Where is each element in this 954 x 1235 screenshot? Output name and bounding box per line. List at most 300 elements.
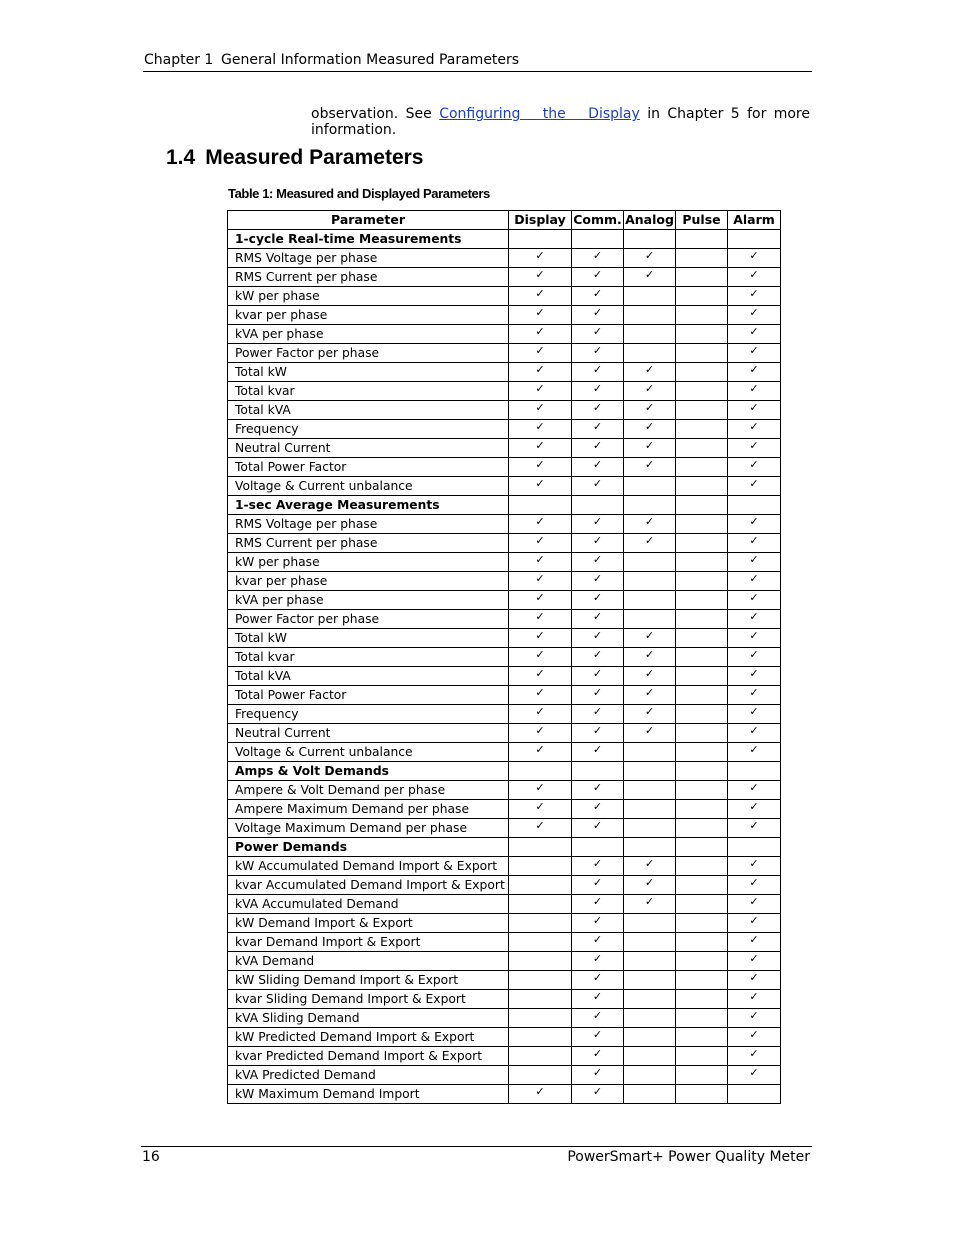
- comm-check-icon: ✓: [572, 781, 624, 800]
- parameter-cell: Neutral Current: [228, 724, 509, 743]
- parameter-cell: Voltage Maximum Demand per phase: [228, 819, 509, 838]
- parameter-cell: kW Sliding Demand Import & Export: [228, 971, 509, 990]
- analog-empty-cell: [624, 610, 676, 629]
- pulse-empty-cell: [676, 990, 728, 1009]
- pulse-empty-cell: [676, 952, 728, 971]
- pulse-empty-cell: [676, 344, 728, 363]
- page-header: [143, 51, 812, 72]
- table-section-row: [228, 762, 781, 781]
- analog-empty-cell: [624, 1028, 676, 1047]
- pulse-empty-cell: [676, 1028, 728, 1047]
- table-row: [228, 1066, 781, 1085]
- comm-check-icon: ✓: [572, 895, 624, 914]
- pulse-empty-cell: [676, 306, 728, 325]
- comm-check-icon: ✓: [572, 458, 624, 477]
- comm-empty-cell: [572, 496, 624, 515]
- pulse-empty-cell: [676, 686, 728, 705]
- analog-check-icon: ✓: [624, 382, 676, 401]
- pulse-empty-cell: [676, 819, 728, 838]
- alarm-check-icon: ✓: [728, 1009, 781, 1028]
- alarm-check-icon: ✓: [728, 572, 781, 591]
- analog-empty-cell: [624, 344, 676, 363]
- parameter-cell: Voltage & Current unbalance: [228, 477, 509, 496]
- pulse-empty-cell: [676, 572, 728, 591]
- analog-check-icon: ✓: [624, 363, 676, 382]
- alarm-check-icon: ✓: [728, 610, 781, 629]
- pulse-empty-cell: [676, 667, 728, 686]
- analog-check-icon: ✓: [624, 401, 676, 420]
- display-check-icon: ✓: [509, 515, 572, 534]
- pulse-empty-cell: [676, 515, 728, 534]
- alarm-check-icon: ✓: [728, 819, 781, 838]
- analog-empty-cell: [624, 287, 676, 306]
- parameter-cell: kvar Demand Import & Export: [228, 933, 509, 952]
- alarm-check-icon: ✓: [728, 287, 781, 306]
- table-row: [228, 477, 781, 496]
- analog-empty-cell: [624, 496, 676, 515]
- comm-check-icon: ✓: [572, 857, 624, 876]
- pulse-empty-cell: [676, 249, 728, 268]
- analog-empty-cell: [624, 553, 676, 572]
- parameter-cell: Frequency: [228, 420, 509, 439]
- pulse-empty-cell: [676, 401, 728, 420]
- alarm-check-icon: ✓: [728, 306, 781, 325]
- parameter-cell: 1-sec Average Measurements: [228, 496, 509, 515]
- parameter-cell: kvar Predicted Demand Import & Export: [228, 1047, 509, 1066]
- table-row: [228, 914, 781, 933]
- table-row: [228, 686, 781, 705]
- display-check-icon: ✓: [509, 553, 572, 572]
- display-empty-cell: [509, 1066, 572, 1085]
- alarm-check-icon: ✓: [728, 952, 781, 971]
- comm-check-icon: ✓: [572, 1085, 624, 1104]
- table-row: [228, 439, 781, 458]
- parameter-cell: kvar per phase: [228, 306, 509, 325]
- alarm-check-icon: ✓: [728, 325, 781, 344]
- analog-check-icon: ✓: [624, 667, 676, 686]
- alarm-check-icon: ✓: [728, 458, 781, 477]
- table-row: [228, 857, 781, 876]
- alarm-check-icon: ✓: [728, 667, 781, 686]
- pulse-empty-cell: [676, 382, 728, 401]
- alarm-check-icon: ✓: [728, 515, 781, 534]
- pulse-empty-cell: [676, 610, 728, 629]
- table-row: [228, 648, 781, 667]
- alarm-check-icon: ✓: [728, 344, 781, 363]
- parameter-cell: Ampere & Volt Demand per phase: [228, 781, 509, 800]
- comm-check-icon: ✓: [572, 477, 624, 496]
- column-header-comm: Comm.: [572, 211, 624, 230]
- parameter-cell: kvar per phase: [228, 572, 509, 591]
- document-title: PowerSmart+ Power Quality Meter: [567, 1149, 810, 1165]
- parameter-cell: Total kVA: [228, 667, 509, 686]
- analog-check-icon: ✓: [624, 439, 676, 458]
- comm-check-icon: ✓: [572, 1009, 624, 1028]
- table-section-row: [228, 838, 781, 857]
- comm-check-icon: ✓: [572, 363, 624, 382]
- table-row: [228, 1047, 781, 1066]
- section-heading: [166, 146, 424, 170]
- analog-empty-cell: [624, 1009, 676, 1028]
- display-empty-cell: [509, 990, 572, 1009]
- alarm-empty-cell: [728, 230, 781, 249]
- table-row: [228, 895, 781, 914]
- alarm-check-icon: ✓: [728, 857, 781, 876]
- alarm-empty-cell: [728, 838, 781, 857]
- display-check-icon: ✓: [509, 344, 572, 363]
- display-check-icon: ✓: [509, 591, 572, 610]
- display-check-icon: ✓: [509, 800, 572, 819]
- display-check-icon: ✓: [509, 667, 572, 686]
- pulse-empty-cell: [676, 1009, 728, 1028]
- table-row: [228, 325, 781, 344]
- pulse-empty-cell: [676, 268, 728, 287]
- analog-empty-cell: [624, 952, 676, 971]
- analog-empty-cell: [624, 781, 676, 800]
- parameter-cell: kVA Sliding Demand: [228, 1009, 509, 1028]
- table-row: [228, 363, 781, 382]
- parameter-cell: Voltage & Current unbalance: [228, 743, 509, 762]
- pulse-empty-cell: [676, 458, 728, 477]
- table-row: [228, 819, 781, 838]
- parameter-cell: kW Accumulated Demand Import & Export: [228, 857, 509, 876]
- table-row: [228, 458, 781, 477]
- parameter-cell: Frequency: [228, 705, 509, 724]
- comm-check-icon: ✓: [572, 667, 624, 686]
- comm-check-icon: ✓: [572, 591, 624, 610]
- comm-check-icon: ✓: [572, 1028, 624, 1047]
- comm-check-icon: ✓: [572, 1047, 624, 1066]
- table-row: [228, 382, 781, 401]
- parameter-cell: Total kW: [228, 629, 509, 648]
- alarm-check-icon: ✓: [728, 743, 781, 762]
- column-header-pulse: Pulse: [676, 211, 728, 230]
- analog-check-icon: ✓: [624, 534, 676, 553]
- table-row: [228, 420, 781, 439]
- column-header-parameter: Parameter: [228, 211, 509, 230]
- pulse-empty-cell: [676, 705, 728, 724]
- pulse-empty-cell: [676, 895, 728, 914]
- configuring-display-link[interactable]: Configuring the Display: [439, 106, 640, 122]
- column-header-analog: Analog: [624, 211, 676, 230]
- parameter-cell: kVA per phase: [228, 325, 509, 344]
- comm-check-icon: ✓: [572, 971, 624, 990]
- table-row: [228, 572, 781, 591]
- display-check-icon: ✓: [509, 287, 572, 306]
- parameter-cell: Total Power Factor: [228, 458, 509, 477]
- table-row: [228, 800, 781, 819]
- analog-check-icon: ✓: [624, 686, 676, 705]
- alarm-empty-cell: [728, 762, 781, 781]
- pulse-empty-cell: [676, 857, 728, 876]
- comm-check-icon: ✓: [572, 401, 624, 420]
- pulse-empty-cell: [676, 781, 728, 800]
- display-empty-cell: [509, 762, 572, 781]
- alarm-check-icon: ✓: [728, 534, 781, 553]
- pulse-empty-cell: [676, 477, 728, 496]
- display-check-icon: ✓: [509, 420, 572, 439]
- comm-check-icon: ✓: [572, 268, 624, 287]
- analog-empty-cell: [624, 477, 676, 496]
- comm-check-icon: ✓: [572, 800, 624, 819]
- table-row: [228, 705, 781, 724]
- pulse-empty-cell: [676, 420, 728, 439]
- alarm-check-icon: ✓: [728, 724, 781, 743]
- alarm-check-icon: ✓: [728, 363, 781, 382]
- analog-check-icon: ✓: [624, 268, 676, 287]
- pulse-empty-cell: [676, 838, 728, 857]
- pulse-empty-cell: [676, 800, 728, 819]
- alarm-check-icon: ✓: [728, 439, 781, 458]
- table-row: [228, 724, 781, 743]
- pulse-empty-cell: [676, 1066, 728, 1085]
- section-title: Measured Parameters: [205, 146, 424, 169]
- comm-check-icon: ✓: [572, 249, 624, 268]
- table-body: [228, 230, 781, 1104]
- analog-empty-cell: [624, 306, 676, 325]
- table-row: [228, 629, 781, 648]
- pulse-empty-cell: [676, 496, 728, 515]
- comm-empty-cell: [572, 762, 624, 781]
- table-row: [228, 515, 781, 534]
- alarm-check-icon: ✓: [728, 990, 781, 1009]
- pulse-empty-cell: [676, 363, 728, 382]
- pulse-empty-cell: [676, 287, 728, 306]
- comm-check-icon: ✓: [572, 420, 624, 439]
- parameter-cell: Total kW: [228, 363, 509, 382]
- table-row: [228, 990, 781, 1009]
- parameter-cell: Power Factor per phase: [228, 610, 509, 629]
- display-empty-cell: [509, 857, 572, 876]
- comm-check-icon: ✓: [572, 705, 624, 724]
- comm-check-icon: ✓: [572, 743, 624, 762]
- parameter-cell: Neutral Current: [228, 439, 509, 458]
- display-empty-cell: [509, 914, 572, 933]
- parameter-cell: RMS Current per phase: [228, 268, 509, 287]
- alarm-check-icon: ✓: [728, 1066, 781, 1085]
- table-row: [228, 667, 781, 686]
- comm-check-icon: ✓: [572, 610, 624, 629]
- table-row: [228, 876, 781, 895]
- table-row: [228, 553, 781, 572]
- analog-empty-cell: [624, 230, 676, 249]
- display-check-icon: ✓: [509, 686, 572, 705]
- pulse-empty-cell: [676, 534, 728, 553]
- comm-check-icon: ✓: [572, 534, 624, 553]
- comm-check-icon: ✓: [572, 382, 624, 401]
- table-row: [228, 1028, 781, 1047]
- parameter-cell: RMS Voltage per phase: [228, 515, 509, 534]
- parameter-cell: RMS Current per phase: [228, 534, 509, 553]
- display-check-icon: ✓: [509, 819, 572, 838]
- alarm-check-icon: ✓: [728, 382, 781, 401]
- table-row: [228, 306, 781, 325]
- table-row: [228, 268, 781, 287]
- analog-check-icon: ✓: [624, 458, 676, 477]
- intro-paragraph: [311, 106, 810, 138]
- pulse-empty-cell: [676, 629, 728, 648]
- analog-check-icon: ✓: [624, 895, 676, 914]
- display-check-icon: ✓: [509, 268, 572, 287]
- parameter-cell: Amps & Volt Demands: [228, 762, 509, 781]
- display-check-icon: ✓: [509, 610, 572, 629]
- table-row: [228, 781, 781, 800]
- pulse-empty-cell: [676, 876, 728, 895]
- display-check-icon: ✓: [509, 401, 572, 420]
- analog-check-icon: ✓: [624, 515, 676, 534]
- table-row: [228, 249, 781, 268]
- table-row: [228, 952, 781, 971]
- analog-empty-cell: [624, 990, 676, 1009]
- display-check-icon: ✓: [509, 325, 572, 344]
- analog-empty-cell: [624, 914, 676, 933]
- table-row: [228, 1085, 781, 1104]
- pulse-empty-cell: [676, 762, 728, 781]
- display-empty-cell: [509, 838, 572, 857]
- parameter-cell: kW Demand Import & Export: [228, 914, 509, 933]
- analog-empty-cell: [624, 325, 676, 344]
- comm-empty-cell: [572, 230, 624, 249]
- alarm-check-icon: ✓: [728, 914, 781, 933]
- intro-prefix: observation. See: [311, 106, 440, 122]
- pulse-empty-cell: [676, 724, 728, 743]
- table-row: [228, 534, 781, 553]
- comm-check-icon: ✓: [572, 648, 624, 667]
- parameter-cell: RMS Voltage per phase: [228, 249, 509, 268]
- parameter-cell: Total Power Factor: [228, 686, 509, 705]
- display-check-icon: ✓: [509, 781, 572, 800]
- pulse-empty-cell: [676, 933, 728, 952]
- display-empty-cell: [509, 1028, 572, 1047]
- table-row: [228, 401, 781, 420]
- comm-check-icon: ✓: [572, 1066, 624, 1085]
- table-row: [228, 591, 781, 610]
- table-row: [228, 344, 781, 363]
- display-check-icon: ✓: [509, 648, 572, 667]
- display-check-icon: ✓: [509, 363, 572, 382]
- display-empty-cell: [509, 230, 572, 249]
- analog-empty-cell: [624, 762, 676, 781]
- alarm-check-icon: ✓: [728, 705, 781, 724]
- table-row: [228, 287, 781, 306]
- alarm-check-icon: ✓: [728, 629, 781, 648]
- analog-empty-cell: [624, 743, 676, 762]
- table-row: [228, 1009, 781, 1028]
- comm-check-icon: ✓: [572, 306, 624, 325]
- parameter-cell: kW per phase: [228, 287, 509, 306]
- alarm-check-icon: ✓: [728, 401, 781, 420]
- comm-check-icon: ✓: [572, 914, 624, 933]
- comm-check-icon: ✓: [572, 287, 624, 306]
- parameter-cell: Total kvar: [228, 648, 509, 667]
- alarm-check-icon: ✓: [728, 268, 781, 287]
- analog-empty-cell: [624, 591, 676, 610]
- page-footer: [141, 1146, 812, 1167]
- parameter-cell: kVA Accumulated Demand: [228, 895, 509, 914]
- parameter-cell: kVA Demand: [228, 952, 509, 971]
- comm-check-icon: ✓: [572, 553, 624, 572]
- alarm-check-icon: ✓: [728, 876, 781, 895]
- alarm-check-icon: ✓: [728, 1047, 781, 1066]
- alarm-check-icon: ✓: [728, 1028, 781, 1047]
- pulse-empty-cell: [676, 1047, 728, 1066]
- pulse-empty-cell: [676, 439, 728, 458]
- alarm-check-icon: ✓: [728, 781, 781, 800]
- analog-empty-cell: [624, 1085, 676, 1104]
- comm-check-icon: ✓: [572, 572, 624, 591]
- analog-empty-cell: [624, 838, 676, 857]
- parameter-cell: Total kVA: [228, 401, 509, 420]
- section-number: 1.4: [166, 146, 196, 169]
- display-empty-cell: [509, 876, 572, 895]
- alarm-empty-cell: [728, 1085, 781, 1104]
- display-check-icon: ✓: [509, 629, 572, 648]
- display-empty-cell: [509, 1009, 572, 1028]
- parameter-cell: kvar Accumulated Demand Import & Export: [228, 876, 509, 895]
- comm-check-icon: ✓: [572, 724, 624, 743]
- analog-check-icon: ✓: [624, 724, 676, 743]
- analog-empty-cell: [624, 1047, 676, 1066]
- alarm-check-icon: ✓: [728, 971, 781, 990]
- analog-check-icon: ✓: [624, 420, 676, 439]
- pulse-empty-cell: [676, 648, 728, 667]
- parameter-cell: 1-cycle Real-time Measurements: [228, 230, 509, 249]
- display-check-icon: ✓: [509, 743, 572, 762]
- header-title: General Information Measured Parameters: [221, 52, 520, 68]
- page-number: 16: [142, 1149, 160, 1165]
- analog-check-icon: ✓: [624, 249, 676, 268]
- comm-check-icon: ✓: [572, 344, 624, 363]
- display-check-icon: ✓: [509, 705, 572, 724]
- pulse-empty-cell: [676, 230, 728, 249]
- parameter-cell: kW per phase: [228, 553, 509, 572]
- pulse-empty-cell: [676, 553, 728, 572]
- analog-empty-cell: [624, 572, 676, 591]
- display-check-icon: ✓: [509, 249, 572, 268]
- analog-check-icon: ✓: [624, 629, 676, 648]
- pulse-empty-cell: [676, 743, 728, 762]
- display-check-icon: ✓: [509, 458, 572, 477]
- table-header-row: [228, 211, 781, 230]
- parameter-cell: kW Predicted Demand Import & Export: [228, 1028, 509, 1047]
- pulse-empty-cell: [676, 914, 728, 933]
- parameter-cell: Total kvar: [228, 382, 509, 401]
- analog-check-icon: ✓: [624, 876, 676, 895]
- display-check-icon: ✓: [509, 382, 572, 401]
- table-row: [228, 743, 781, 762]
- comm-empty-cell: [572, 838, 624, 857]
- alarm-check-icon: ✓: [728, 477, 781, 496]
- alarm-check-icon: ✓: [728, 686, 781, 705]
- analog-empty-cell: [624, 971, 676, 990]
- alarm-check-icon: ✓: [728, 800, 781, 819]
- comm-check-icon: ✓: [572, 686, 624, 705]
- analog-check-icon: ✓: [624, 648, 676, 667]
- comm-check-icon: ✓: [572, 515, 624, 534]
- parameter-cell: kvar Sliding Demand Import & Export: [228, 990, 509, 1009]
- intro-suffix: in Chapter 5 for more information.: [311, 106, 810, 138]
- display-empty-cell: [509, 496, 572, 515]
- column-header-alarm: Alarm: [728, 211, 781, 230]
- comm-check-icon: ✓: [572, 819, 624, 838]
- alarm-check-icon: ✓: [728, 933, 781, 952]
- analog-empty-cell: [624, 933, 676, 952]
- table-section-row: [228, 496, 781, 515]
- alarm-check-icon: ✓: [728, 591, 781, 610]
- alarm-check-icon: ✓: [728, 895, 781, 914]
- comm-check-icon: ✓: [572, 876, 624, 895]
- table-caption: Table 1: Measured and Displayed Parameters: [228, 186, 490, 201]
